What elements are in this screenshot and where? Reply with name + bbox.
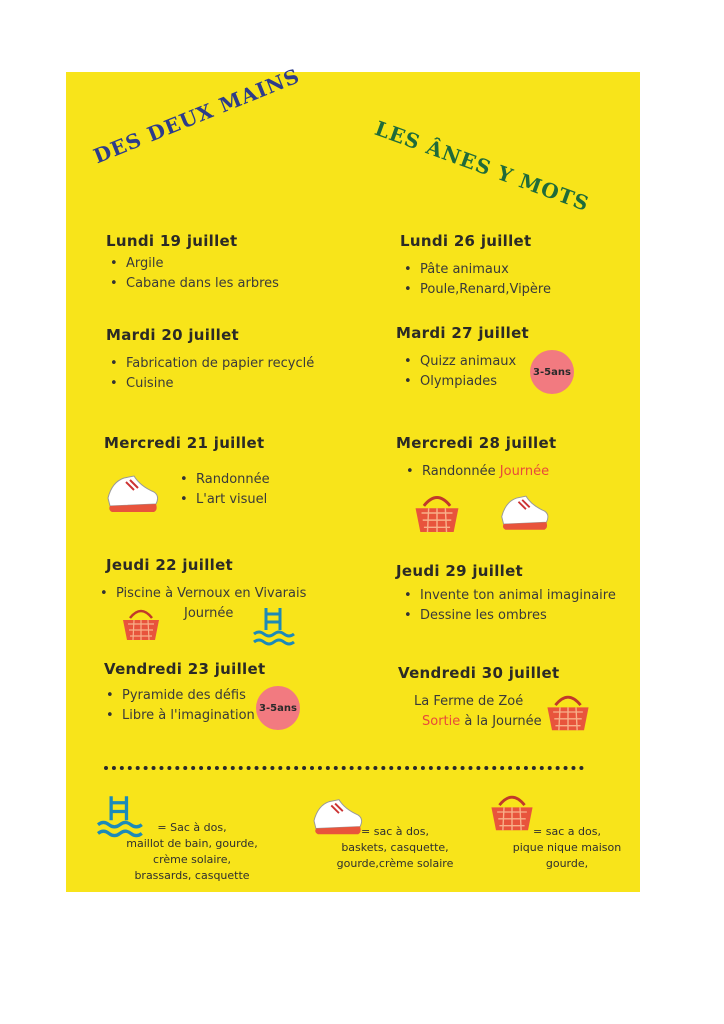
outing-sortie: Sortie [422,714,461,729]
activity-item: • Piscine à Vernoux en Vivarais [100,584,306,604]
day-note: Journée [499,464,550,479]
title-les-anes-y-mots: LES ÂNES Y MOTS [371,116,593,216]
activity-list [106,686,255,726]
outing-detail [422,712,542,732]
activity-sheet [66,63,640,892]
activity-item: • Libre à l'imagination [106,706,255,726]
picnic-basket-icon [120,606,162,642]
day-heading: Lundi 19 juillet [106,232,238,250]
activity-list [404,352,516,392]
day-heading: Vendredi 30 juillet [398,664,560,682]
dotted-divider [104,766,584,770]
activity-list [180,470,270,510]
swimming-pool-icon [252,606,298,648]
day-heading: Jeudi 29 juillet [396,562,524,580]
activity-item: • Quizz animaux [404,352,516,372]
activity-item: • Fabrication de papier recyclé [110,354,314,374]
age-badge: 3-5ans [256,686,300,730]
activity-label: Randonnée [422,464,496,479]
day-note: Journée [184,606,234,621]
outing-title: La Ferme de Zoé [414,694,524,709]
activity-list [110,254,279,294]
outing-detail-text: à la Journée [460,714,542,729]
legend-shoes: = sac à dos, baskets, casquette, gourde,crème solaire [336,825,454,870]
day-heading: Mardi 20 juillet [106,326,240,344]
activity-item: • Pyramide des défis [106,686,255,706]
activity-item: • Invente ton animal imaginaire [404,586,616,606]
picnic-basket-icon [544,690,592,734]
legend-basket: = sac a dos, pique nique maison gourde, [512,825,622,870]
activity-item: • Dessine les ombres [404,606,616,626]
activity-list [404,586,616,626]
day-heading: Mardi 27 juillet [396,324,530,342]
activity-item: • Poule,Renard,Vipère [404,280,551,300]
activity-item: • Argile [110,254,279,274]
activity-item: • Randonnée [180,470,270,490]
activity-list [110,354,314,394]
activity-item: • Pâte animaux [404,260,551,280]
activity-item: • Olympiades [404,372,516,392]
legend-pool: = Sac à dos, maillot de bain, gourde, crème solaire, brassards, casquette [126,821,258,882]
day-heading: Vendredi 23 juillet [104,660,266,678]
activity-list [406,462,549,482]
activity-item: • Cuisine [110,374,314,394]
activity-list [404,260,551,300]
activity-item: • Cabane dans les arbres [110,274,279,294]
day-heading: Lundi 26 juillet [400,232,532,250]
activity-list [100,584,306,604]
day-heading: Jeudi 22 juillet [106,556,234,574]
title-des-deux-mains: DES DEUX MAINS [90,63,304,169]
activity-item: • L'art visuel [180,490,270,510]
age-badge: 3-5ans [530,350,574,394]
sneaker-icon [498,488,552,536]
day-heading: Mercredi 21 juillet [104,434,265,452]
day-heading: Mercredi 28 juillet [396,434,557,452]
activity-item [406,462,549,482]
picnic-basket-icon [412,490,462,536]
sneaker-icon [104,468,162,518]
